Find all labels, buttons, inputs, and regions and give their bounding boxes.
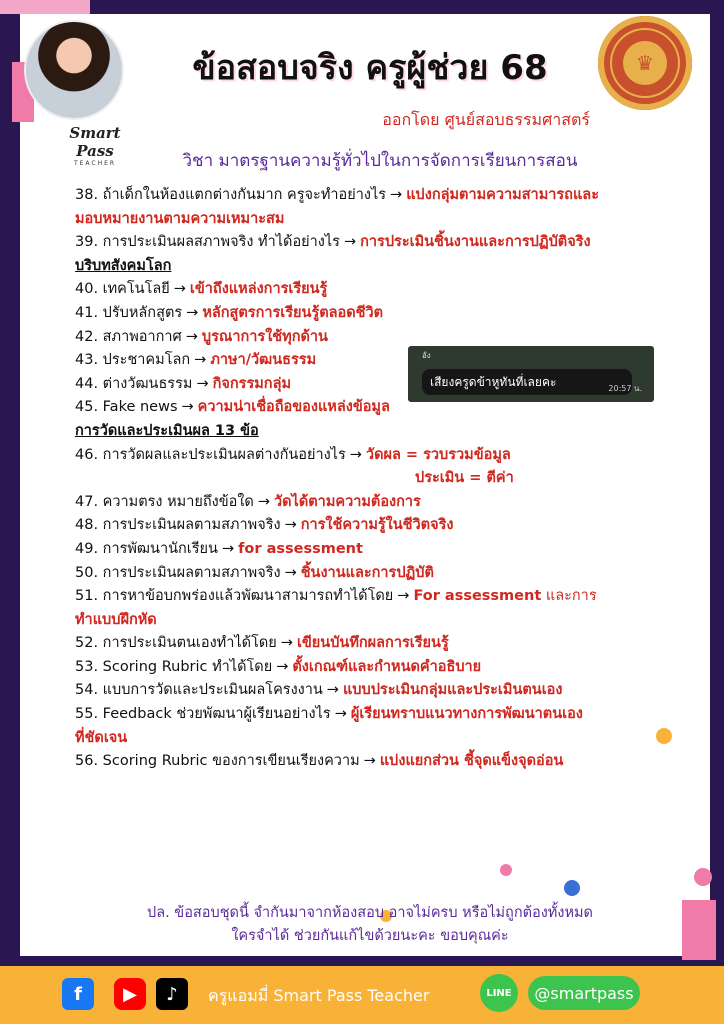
arrow-icon: →	[173, 281, 186, 298]
list-item	[75, 444, 675, 468]
line-handle[interactable]: @smartpass	[528, 976, 640, 1010]
arrow-icon: →	[276, 658, 289, 675]
list-item	[75, 467, 675, 491]
question: 44. ต่างวัฒนธรรม	[75, 375, 193, 392]
answer: แบบประเมินกลุ่มและประเมินตนเอง	[342, 682, 563, 699]
page-title: ข้อสอบจริง ครูผู้ช่วย 68	[192, 48, 548, 88]
question: 56. Scoring Rubric ของการเขียนเรียงความ	[75, 753, 360, 770]
answer: เขียนบันทึกผลการเรียนรู้	[296, 635, 449, 652]
decor-dot	[656, 728, 672, 744]
list-item	[75, 632, 675, 656]
question: 49. การพัฒนานักเรียน	[75, 540, 218, 557]
arrow-icon: →	[185, 328, 198, 345]
arrow-icon: →	[363, 753, 376, 770]
question-list	[75, 184, 675, 774]
list-item	[75, 679, 675, 703]
answer: ที่ชัดเจน	[75, 729, 128, 746]
question: 46. การวัดผลและประเมินผลต่างกันอย่างไร	[75, 446, 346, 463]
answer: เข้าถึงแหล่งการเรียนรู้	[189, 281, 328, 298]
answer: ทำแบบฝึกหัด	[75, 611, 157, 628]
answer: การประเมินชิ้นงานและการปฏิบัติจริง	[360, 234, 591, 251]
arrow-icon: →	[194, 352, 207, 369]
note-line: ปล. ข้อสอบชุดนี้ จำกันมาจากห้องสอบ อาจไม่ครบ หรือไม่ถูกต้องทั้งหมด	[147, 905, 593, 921]
answer-continuation: และการ	[545, 588, 597, 605]
question: 51. การหาข้อบกพร่องแล้วพัฒนาสามารถทำได้โดย	[75, 588, 394, 605]
arrow-icon: →	[343, 234, 357, 251]
list-item	[75, 656, 675, 680]
list-item	[75, 255, 675, 279]
facebook-icon[interactable]: f	[62, 978, 94, 1010]
list-item	[75, 609, 675, 633]
section-heading: การวัดและประเมินผล 13 ข้อ	[75, 422, 259, 439]
question: 48. การประเมินผลตามสภาพจริง	[75, 517, 281, 534]
youtube-icon[interactable]: ▶	[114, 978, 146, 1010]
chat-screenshot	[408, 346, 654, 402]
issuer-line: ออกโดย ศูนย์สอบธรรมศาสตร์	[382, 110, 590, 129]
arrow-icon: →	[181, 399, 194, 416]
answer: แบ่งแยกส่วน ชี้จุดแข็งจุดอ่อน	[379, 753, 564, 770]
decor-dot	[564, 880, 580, 896]
list-item	[75, 184, 675, 208]
chat-message: เสียงครูดข้าหูทันที่เลยคะ	[430, 375, 557, 389]
question: 43. ประชาคมโลก	[75, 352, 191, 369]
list-item	[75, 278, 675, 302]
brand-name: Smart Pass	[69, 124, 121, 160]
chat-time: 20:57 น.	[608, 384, 642, 393]
subject-line: วิชา มาตรฐานความรู้ทั่วไปในการจัดการเรียนการสอน	[182, 151, 578, 171]
answer: ประเมิน = ตีค่า	[415, 470, 514, 487]
decor-dot	[500, 864, 512, 876]
answer: หลักสูตรการเรียนรู้ตลอดชีวิต	[202, 304, 384, 321]
list-item	[75, 585, 675, 609]
question: 53. Scoring Rubric ทำได้โดย	[75, 658, 273, 675]
question: 40. เทคโนโลยี	[75, 281, 170, 298]
list-item	[75, 514, 675, 538]
tiktok-icon[interactable]: ♪	[156, 978, 188, 1010]
question: 55. Feedback ช่วยพัฒนาผู้เรียนอย่างไร	[75, 706, 331, 723]
disclaimer-note	[60, 902, 680, 948]
answer: วัดได้ตามความต้องการ	[274, 493, 421, 510]
answer: For assessment	[413, 588, 542, 605]
question: 41. ปรับหลักสูตร	[75, 304, 183, 321]
line-icon[interactable]: LINE	[480, 974, 518, 1012]
question: 47. ความตรง หมายถึงข้อใด	[75, 493, 254, 510]
arrow-icon: →	[326, 682, 339, 699]
answer: มอบหมายงานตามความเหมาะสม	[75, 210, 285, 227]
arrow-icon: →	[397, 588, 410, 605]
list-item	[75, 727, 675, 751]
answer: ผู้เรียนทราบแนวทางการพัฒนาตนเอง	[350, 706, 583, 723]
university-seal-logo	[598, 16, 692, 110]
question: 42. สภาพอากาศ	[75, 328, 182, 345]
answer: แบ่งกลุ่มตามความสามารถและ	[406, 187, 599, 203]
question: 50. การประเมินผลตามสภาพจริง	[75, 564, 281, 581]
arrow-icon: →	[280, 635, 293, 652]
question: 54. แบบการวัดและประเมินผลโครงงาน	[75, 682, 323, 699]
arrow-icon: →	[390, 187, 403, 203]
decor-dot	[694, 868, 712, 886]
decor-block-right	[682, 900, 716, 960]
answer: การใช้ความรู้ในชีวิตจริง	[300, 517, 454, 534]
answer: วัดผล = รวบรวมข้อมูล	[365, 446, 511, 463]
list-item	[75, 562, 675, 586]
arrow-icon: →	[334, 706, 347, 723]
question: 38. ถ้าเด็กในห้องแตกต่างกันมาก ครูจะทำอย่างไร	[75, 187, 387, 203]
answer: for assessment	[238, 540, 363, 557]
teacher-avatar	[24, 20, 124, 120]
list-item	[75, 420, 675, 444]
list-item	[75, 491, 675, 515]
chat-sender: อัง	[422, 351, 431, 360]
answer: ตั้งเกณฑ์และกำหนดคำอธิบาย	[292, 658, 482, 675]
arrow-icon: →	[257, 493, 270, 510]
question: 39. การประเมินผลสภาพจริง ทำได้อย่างไร	[75, 234, 340, 251]
answer: ความน่าเชื่อถือของแหล่งข้อมูล	[197, 399, 390, 416]
arrow-icon: →	[284, 564, 297, 581]
note-line: ใครจำได้ ช่วยกันแก้ไขด้วยนะคะ ขอบคุณค่ะ	[231, 928, 509, 944]
arrow-icon: →	[349, 446, 362, 463]
list-item	[75, 208, 675, 232]
question: 45. Fake news	[75, 399, 178, 416]
section-heading: บริบทสังคมโลก	[75, 257, 172, 274]
decor-bar	[0, 0, 90, 14]
list-item	[75, 538, 675, 562]
answer: ภาษา/วัฒนธรรม	[210, 352, 317, 369]
arrow-icon: →	[186, 304, 199, 321]
list-item	[75, 231, 675, 255]
question: 52. การประเมินตนเองทำได้โดย	[75, 635, 277, 652]
list-item	[75, 750, 675, 774]
arrow-icon: →	[284, 517, 297, 534]
arrow-icon: →	[196, 375, 209, 392]
list-item	[75, 302, 675, 326]
answer: กิจกรรมกลุ่ม	[212, 375, 292, 392]
answer: ชิ้นงานและการปฏิบัติ	[300, 564, 434, 581]
footer-creator-name: ครูแอมมี่ Smart Pass Teacher	[208, 986, 430, 1005]
seal-emblem-icon: ♛	[623, 41, 667, 85]
list-item	[75, 703, 675, 727]
arrow-icon: →	[221, 540, 235, 557]
brand-tagline: TEACHER	[73, 160, 117, 167]
answer: บูรณาการใช้ทุกด้าน	[201, 328, 328, 345]
